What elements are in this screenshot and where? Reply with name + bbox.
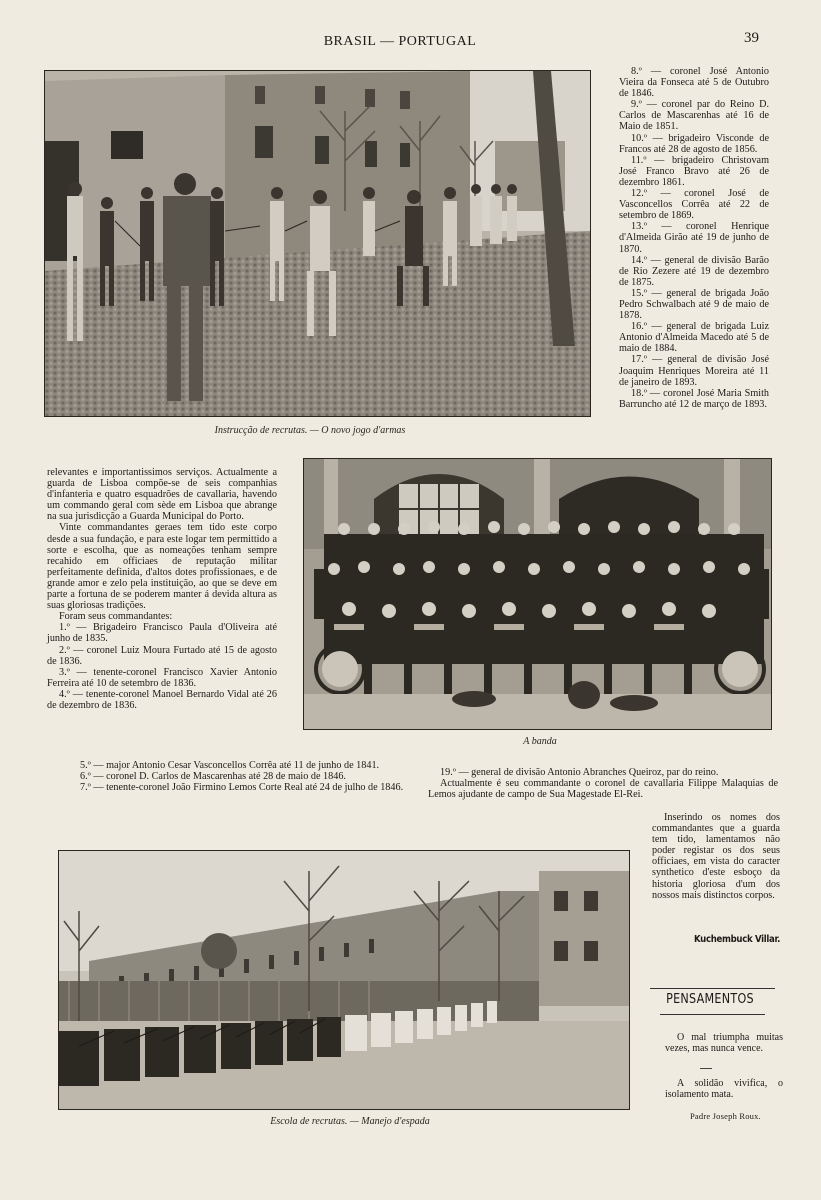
caption-sword-drill: Escola de recrutas. — Manejo d'espada — [270, 1116, 430, 1127]
list-item: 14.º — general de divisão Barão de Rio Zezere até 19 de dezembro de 1875. — [619, 254, 769, 288]
article-closing — [652, 812, 780, 901]
caption-fencing-drill: Instrucção de recrutas. — O novo jogo d'armas — [214, 425, 406, 436]
thought-separator — [700, 1068, 712, 1069]
caption-band: A banda — [523, 736, 557, 747]
fencing-drill-illustration — [45, 71, 590, 416]
list-item: 19.º — general de divisão Antonio Abranches Queiroz, par do reino. — [440, 767, 719, 778]
list-item: 11.º — brigadeiro Christovam José Franco Bravo até 26 de dezembro 1861. — [619, 154, 769, 188]
commanders-list-right — [619, 66, 769, 410]
list-item: 7.º — tenente-coronel João Firmino Lemos Corte Real até 24 de julho de 1846. — [80, 782, 404, 794]
list-item: 5.º — major Antonio Cesar Vasconcellos Corrêa até 11 de junho de 1841. — [80, 760, 380, 771]
paragraph: Inserindo os nomes dos commandantes que a guarda tem tido, lamentamos não poder registar os dos seus officiaes, em vista do caracter synthetico d'este esboço da historia gloriosa d'um dos nossos mais distinctos corpos. — [652, 812, 780, 901]
paragraph: relevantes e importantissimos serviços. Actualmente a guarda de Lisboa compõe-se de seis companhias d'infanteria e quatro esquadrões de cavallaria, havendo um commando geral com sède em Lisboa que abrange na sua jurisdicção a Guarda Municipal do Porto. — [47, 467, 277, 523]
article-left-continued — [68, 760, 408, 793]
title-rule — [650, 988, 775, 989]
band-illustration — [304, 459, 771, 729]
list-item: 3.º — tenente-coronel Francisco Xavier Antonio Ferreira até 10 de setembro de 1836. — [47, 666, 277, 689]
list-item: 1.º — Brigadeiro Francisco Paula d'Oliveira até junho de 1835. — [47, 622, 277, 645]
list-item: 4.º — tenente-coronel Manoel Bernardo Vidal até 26 de dezembro de 1836. — [47, 688, 277, 711]
list-item: 12.º — coronel José de Vasconcellos Corrêa até 22 de setembro de 1869. — [619, 188, 769, 222]
list-item: 6.º — coronel D. Carlos de Mascarenhas até 28 de maio de 1846. — [80, 771, 346, 783]
paragraph: Foram seus commandantes: — [59, 611, 173, 623]
photo-sword-drill — [58, 850, 630, 1110]
list-item: 16.º — general de brigada Luiz Antonio d'Almeida Macedo até 5 de maio de 1884. — [619, 321, 769, 355]
list-item: 15.º — general de brigada João Pedro Schwalbach até 9 de maio de 1878. — [619, 287, 769, 322]
paragraph: Actualmente é seu commandante o coronel de cavallaria Filippe Malaquias de Lemos ajudante de campo de Sua Magestade El-Rei. — [428, 778, 778, 801]
list-item: 17.º — general de divisão José Joaquim Henriques Moreira até 11 de janeiro de 1893. — [619, 354, 769, 388]
thought-1: O mal triumpha muitas vezes, mas nunca vence. — [665, 1032, 783, 1055]
list-item: 13.º — coronel Henrique d'Almeida Girão até 19 de junho de 1870. — [619, 221, 769, 255]
list-item: 10.º — brigadeiro Visconde de Francos até 28 de agosto de 1856. — [619, 132, 769, 155]
running-title: BRASIL — PORTUGAL — [323, 34, 477, 49]
paragraph: Vinte commandantes geraes tem tido este corpo desde a sua fundação, e para este logar tem permittido a sorte e escolha, que as nomeações tenham sempre recahido em officiaes de reputação militar perfeitamente definida, d'altos dotes profissionaes, e de grande amor e zelo pela instituição, ao que se deve em parte a fortuna de se poderem manter á devida altura as suas gloriosas tradições. — [47, 522, 277, 612]
title-rule — [660, 1014, 765, 1015]
photo-fencing-drill — [44, 70, 591, 417]
thought-author: Padre Joseph Roux. — [690, 1111, 761, 1121]
article-right-lower — [428, 767, 778, 800]
list-item: 18.º — coronel José Maria Smith Barruncho até 12 de março de 1893. — [619, 387, 769, 410]
article-left-column — [47, 467, 277, 711]
section-title-pensamentos: PENSAMENTOS — [666, 992, 754, 1007]
page-number: 39 — [744, 30, 759, 46]
article-signature: Kuchembuck Villar. — [694, 934, 781, 945]
list-item: 9.º — coronel par do Reino D. Carlos de Mascarenhas até 16 de Maio de 1851. — [619, 99, 769, 133]
thought-2: A solidão vivifica, o isolamento mata. — [665, 1078, 783, 1101]
photo-band — [303, 458, 772, 730]
sword-drill-illustration — [59, 851, 629, 1109]
list-item: 2.º — coronel Luiz Moura Furtado até 15 de agosto de 1836. — [47, 644, 277, 667]
list-item: 8.º — coronel José Antonio Vieira da Fonseca até 5 de Outubro de 1846. — [619, 66, 769, 100]
